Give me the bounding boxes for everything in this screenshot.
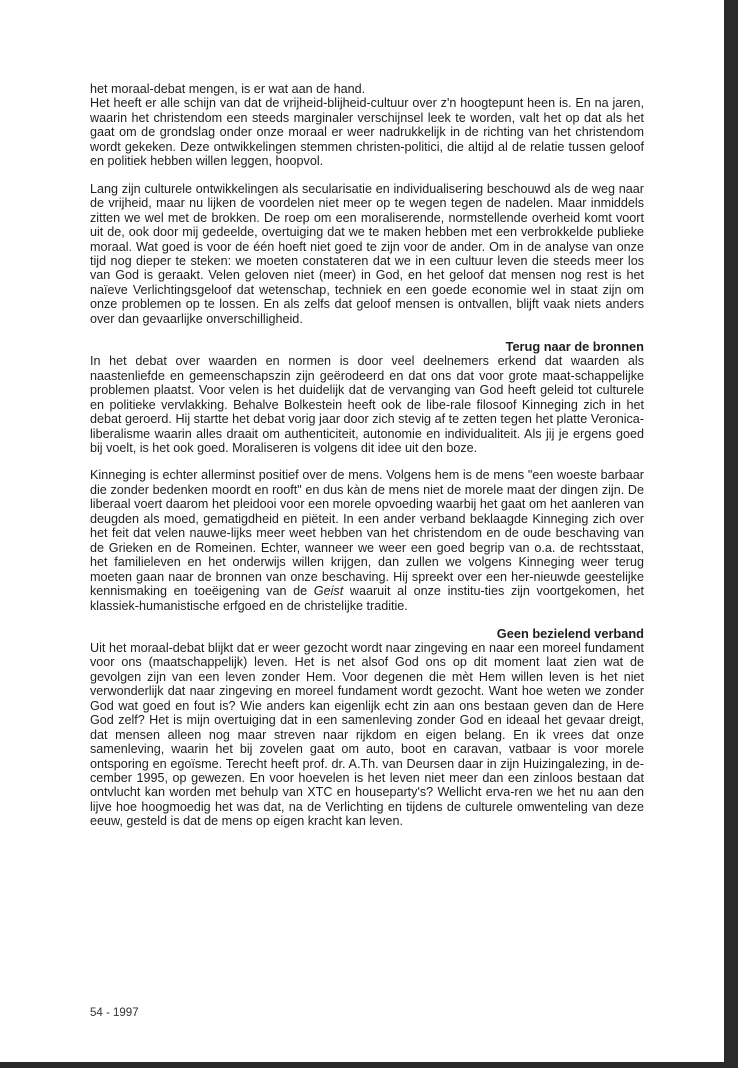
paragraph-text: Kinneging is echter allerminst positief over de mens. Volgens hem is de mens "een woeste barbaar die zonder bedenken moordt en rooft" en dus kàn de mens niet de morele maat der dingen zijn. De liberaal voert daarom het pleidooi voor een morele opvoeding waarbij het gaat om het aanleren van deugden als moed, gematigdheid en piëteit. In een ander verband beklaagde Kinneging zich over het feit dat velen nauwe-lijks meer weet hebben van het christendom en de oude beschaving van de Grieken en de Romeinen. Echter, wanneer we weer een goed begrip van o.a. de rechtsstaat, het familieleven en het onderwijs willen krijgen, dan zullen we volgens Kinneging weer terug moeten gaan naar de bronnen van onze beschaving. Hij spreekt over een her-nieuwde geestelijke kennismaking en toeëigening van de <box>90 468 644 599</box>
section-heading: Terug naar de bronnen <box>505 339 644 355</box>
paragraph: het moraal-debat mengen, is er wat aan de hand. <box>90 82 366 96</box>
page-body <box>90 82 644 829</box>
paragraph: In het debat over waarden en normen is door veel deelnemers erkend dat waarden als naastenliefde en gemeenschapszin zijn geërodeerd en dat ons dat voor grote maat-schappelijke problemen plaatst. Voor velen is het duidelijk dat de vervanging van God heeft geleid tot culturele en politieke vervlakking. Behalve Bolkestein heeft ook de libe-rale filosoof Kinneging zich in het debat geroerd. Hij startte het debat vorig jaar door zich stevig af te zetten tegen het platte Veronica-liberalisme waarin alles draait om authenticiteit, autonomie en individualiteit. Als jij je ergens goed bij voelt, is het ook goed. Moraliseren is volgens dit idee uit den boze. <box>90 354 644 455</box>
scan-border-bottom <box>0 1062 738 1068</box>
section-heading: Geen bezielend verband <box>496 625 644 641</box>
paragraph-text: waaruit al onze institu-ties zijn voortgekomen, het klassiek-humanistische erfgoed en de christelijke traditie. <box>90 584 644 613</box>
paragraph <box>90 468 644 613</box>
page-number: 54 - 1997 <box>90 1007 139 1019</box>
paragraph: Het heeft er alle schijn van dat de vrijheid-blijheid-cultuur over z'n hoogtepunt heen is. En na jaren, waarin het christendom een steeds marginaler verschijnsel leek te worden, valt het op dat als het gaat om de grondslag onder onze moraal er weer nadrukkelijk in de richting van het christendom wordt gekeken. Deze ontwikkelingen stemmen christen-politici, die altijd al de relatie tussen geloof en politiek hebben willen leggen, hoopvol. <box>90 96 644 169</box>
paragraph: Lang zijn culturele ontwikkelingen als secularisatie en individualisering beschouwd als de weg naar de vrijheid, maar nu lijken de voordelen niet meer op te wegen tegen de nadelen. Maar inmiddels zitten we wel met de brokken. De roep om een moraliserende, normstellende overheid komt voort uit de, ook door mij gedeelde, overtuiging dat we te maken hebben met een verbrokkelde publieke moraal. Wat goed is voor de één hoeft niet goed te zijn voor de ander. Om in de analyse van onze tijd nog dieper te steken: we moeten constateren dat we in een cultuur leven die steeds meer los van God is geraakt. Velen geloven niet (meer) in God, en het geloof dat mensen nog rest is het naïeve Verlichtingsgeloof dat wetenschap, techniek en een goede economie wel in staat zijn om onze problemen op te lossen. En als zelfs dat geloof mensen is ontvallen, blijft vaak niets anders over dan gevaarlijke onverschilligheid. <box>90 181 644 326</box>
paragraph: Uit het moraal-debat blijkt dat er weer gezocht wordt naar zingeving en naar een moreel fundament voor ons (maatschappelijk) leven. Het is net alsof God ons op dit moment laat zien wat de gevolgen zijn van een leven zonder Hem. Voor degenen die mèt Hem willen leven is het niet verwonderlijk dat naar zingeving en moreel fundament wordt gezocht. Want hoe weten we zonder God wat goed en fout is? Wie anders kan eigenlijk echt zin aan ons bestaan geven dan de Here God zelf? Het is mijn overtuiging dat in een samenleving zonder God en ideaal het gevaar dreigt, dat mensen alleen nog maar streven naar rijkdom en eigen belang. En ik vrees dat onze samenleving, waarin het bij zovelen gaat om auto, boot en caravan, vatbaar is voor morele ontsporing en egoïsme. Terecht heeft prof. dr. A.Th. van Deursen daar in zijn Huizingalezing, in de-cember 1995, op gewezen. En voor hoevelen is het leven niet meer dan een zinloos bestaan dat ontvlucht kan worden met behulp van XTC en houseparty's? Wellicht erva-ren we het nu aan den lijve hoe hoogmoedig het was dat, na de Verlichting en tijdens de culturele omwenteling van deze eeuw, gesteld is dat de mens op eigen kracht kan leven. <box>90 640 644 829</box>
italic-term: Geist <box>313 584 344 599</box>
scan-border-right <box>724 0 738 1068</box>
